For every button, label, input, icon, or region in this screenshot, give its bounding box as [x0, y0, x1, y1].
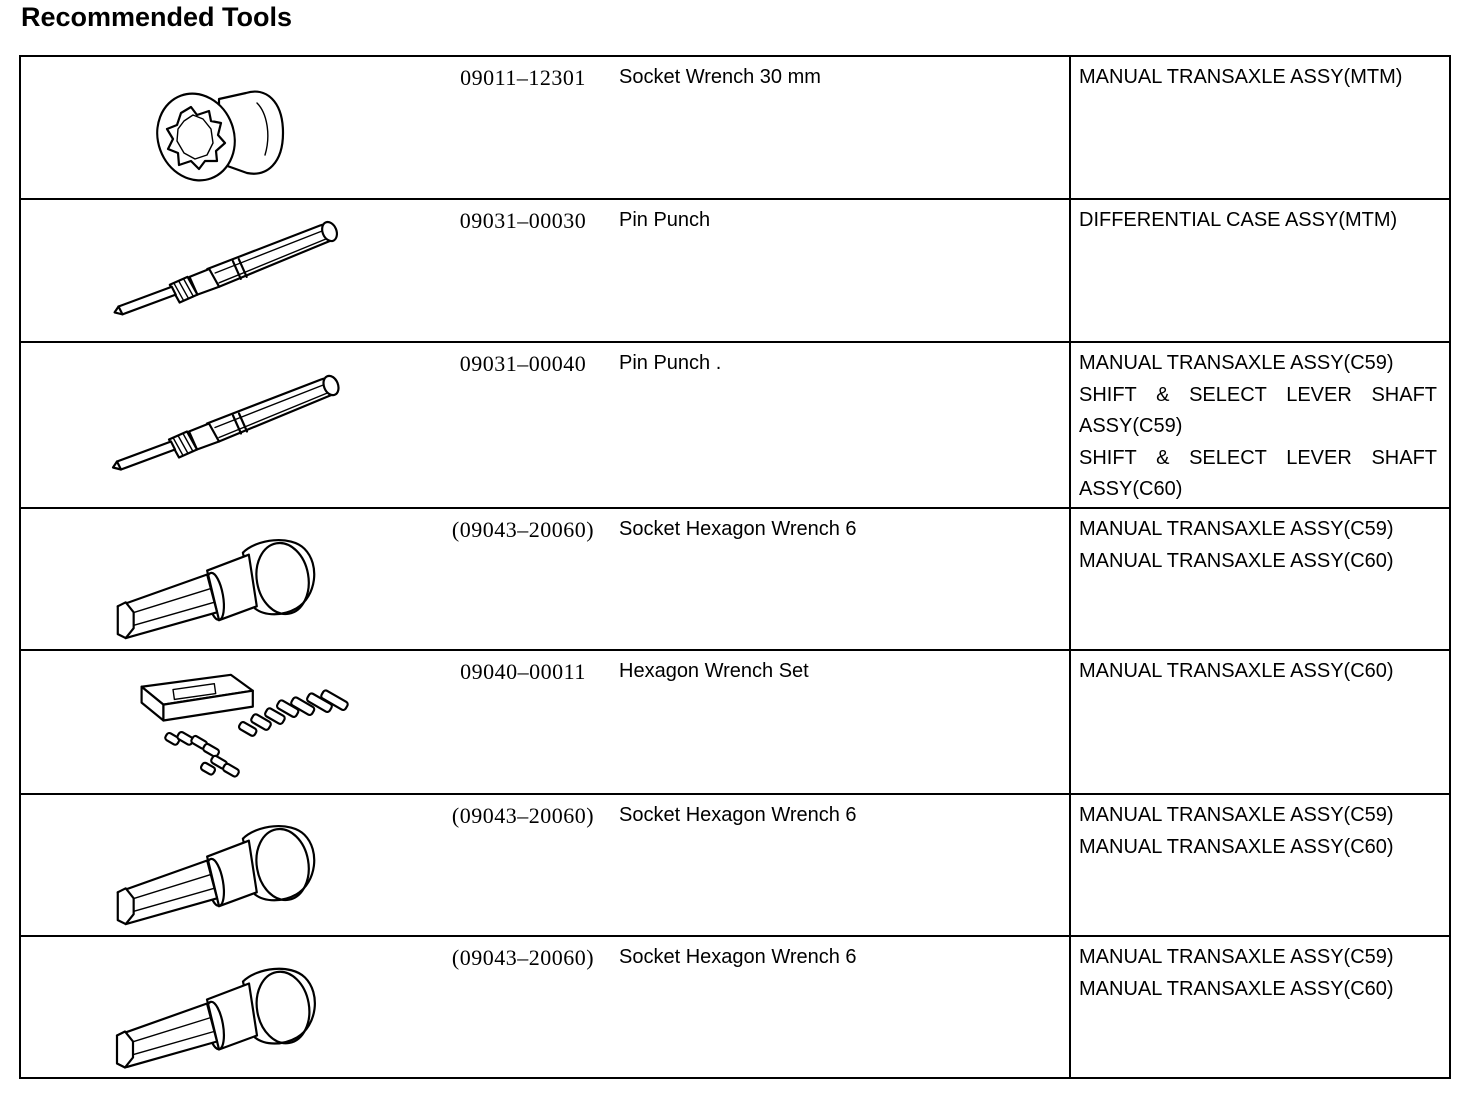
hex-socket-icon [21, 509, 431, 649]
part-number: 09040–00011 [460, 659, 586, 684]
hex-socket-icon [21, 937, 431, 1079]
tool-name: Socket Wrench 30 mm [619, 66, 821, 88]
pin-punch-icon [21, 200, 431, 341]
part-number: (09043–20060) [451, 803, 595, 828]
applies-to-item: MANUAL TRANSAXLE ASSY(C59) [1079, 946, 1394, 968]
column-divider [1069, 200, 1071, 341]
applies-to-item: SHIFT & SELECT LEVER SHAFT ASSY(C59) [1079, 383, 1437, 437]
applies-to-item: MANUAL TRANSAXLE ASSY(C59) [1079, 804, 1394, 826]
tool-row [21, 651, 1449, 795]
part-number: 09011–12301 [460, 65, 586, 90]
applies-to-item: SHIFT & SELECT LEVER SHAFT ASSY(C60) [1079, 446, 1437, 500]
hexagon-wrench-set-icon [21, 651, 431, 793]
tool-name: Pin Punch . [619, 352, 722, 374]
part-number: 09031–00030 [459, 208, 587, 233]
tool-row [21, 57, 1449, 200]
tool-name: Hexagon Wrench Set [619, 660, 809, 682]
applies-to-item: MANUAL TRANSAXLE ASSY(C60) [1079, 977, 1394, 1000]
applies-to-item: MANUAL TRANSAXLE ASSY(C60) [1079, 835, 1394, 858]
tool-name: Pin Punch [619, 209, 711, 231]
column-divider [1069, 795, 1071, 935]
column-divider [1069, 343, 1071, 507]
tool-row [21, 795, 1449, 937]
part-number: (09043–20060) [451, 517, 595, 542]
applies-to-item: MANUAL TRANSAXLE ASSY(MTM) [1079, 66, 1403, 88]
pin-punch-icon [21, 343, 431, 507]
applies-to-list [1079, 62, 1437, 94]
applies-to-list [1079, 942, 1437, 1005]
tool-row [21, 509, 1449, 651]
tool-row [21, 937, 1449, 1079]
tool-name: Socket Hexagon Wrench 6 [619, 518, 857, 540]
applies-to-list [1079, 800, 1437, 863]
applies-to-item: DIFFERENTIAL CASE ASSY(MTM) [1079, 209, 1398, 231]
tool-name: Socket Hexagon Wrench 6 [619, 946, 857, 968]
column-divider [1069, 937, 1071, 1079]
part-number: (09043–20060) [451, 945, 595, 970]
column-divider [1069, 57, 1071, 198]
column-divider [1069, 509, 1071, 649]
applies-to-list [1079, 514, 1437, 577]
applies-to-list [1079, 348, 1437, 506]
column-divider [1069, 651, 1071, 793]
tool-row [21, 343, 1449, 509]
applies-to-item: MANUAL TRANSAXLE ASSY(C59) [1079, 518, 1394, 540]
socket-wrench-icon [21, 57, 431, 198]
hex-socket-icon [21, 795, 431, 935]
applies-to-list [1079, 205, 1437, 237]
applies-to-item: MANUAL TRANSAXLE ASSY(C59) [1079, 352, 1394, 374]
applies-to-list [1079, 656, 1437, 688]
tool-row [21, 200, 1449, 343]
page-title: Recommended Tools [21, 2, 293, 32]
part-number: 09031–00040 [459, 351, 587, 376]
applies-to-item: MANUAL TRANSAXLE ASSY(C60) [1079, 549, 1394, 572]
tool-name: Socket Hexagon Wrench 6 [619, 804, 857, 826]
applies-to-item: MANUAL TRANSAXLE ASSY(C60) [1079, 660, 1394, 682]
tools-table [19, 55, 1451, 1079]
